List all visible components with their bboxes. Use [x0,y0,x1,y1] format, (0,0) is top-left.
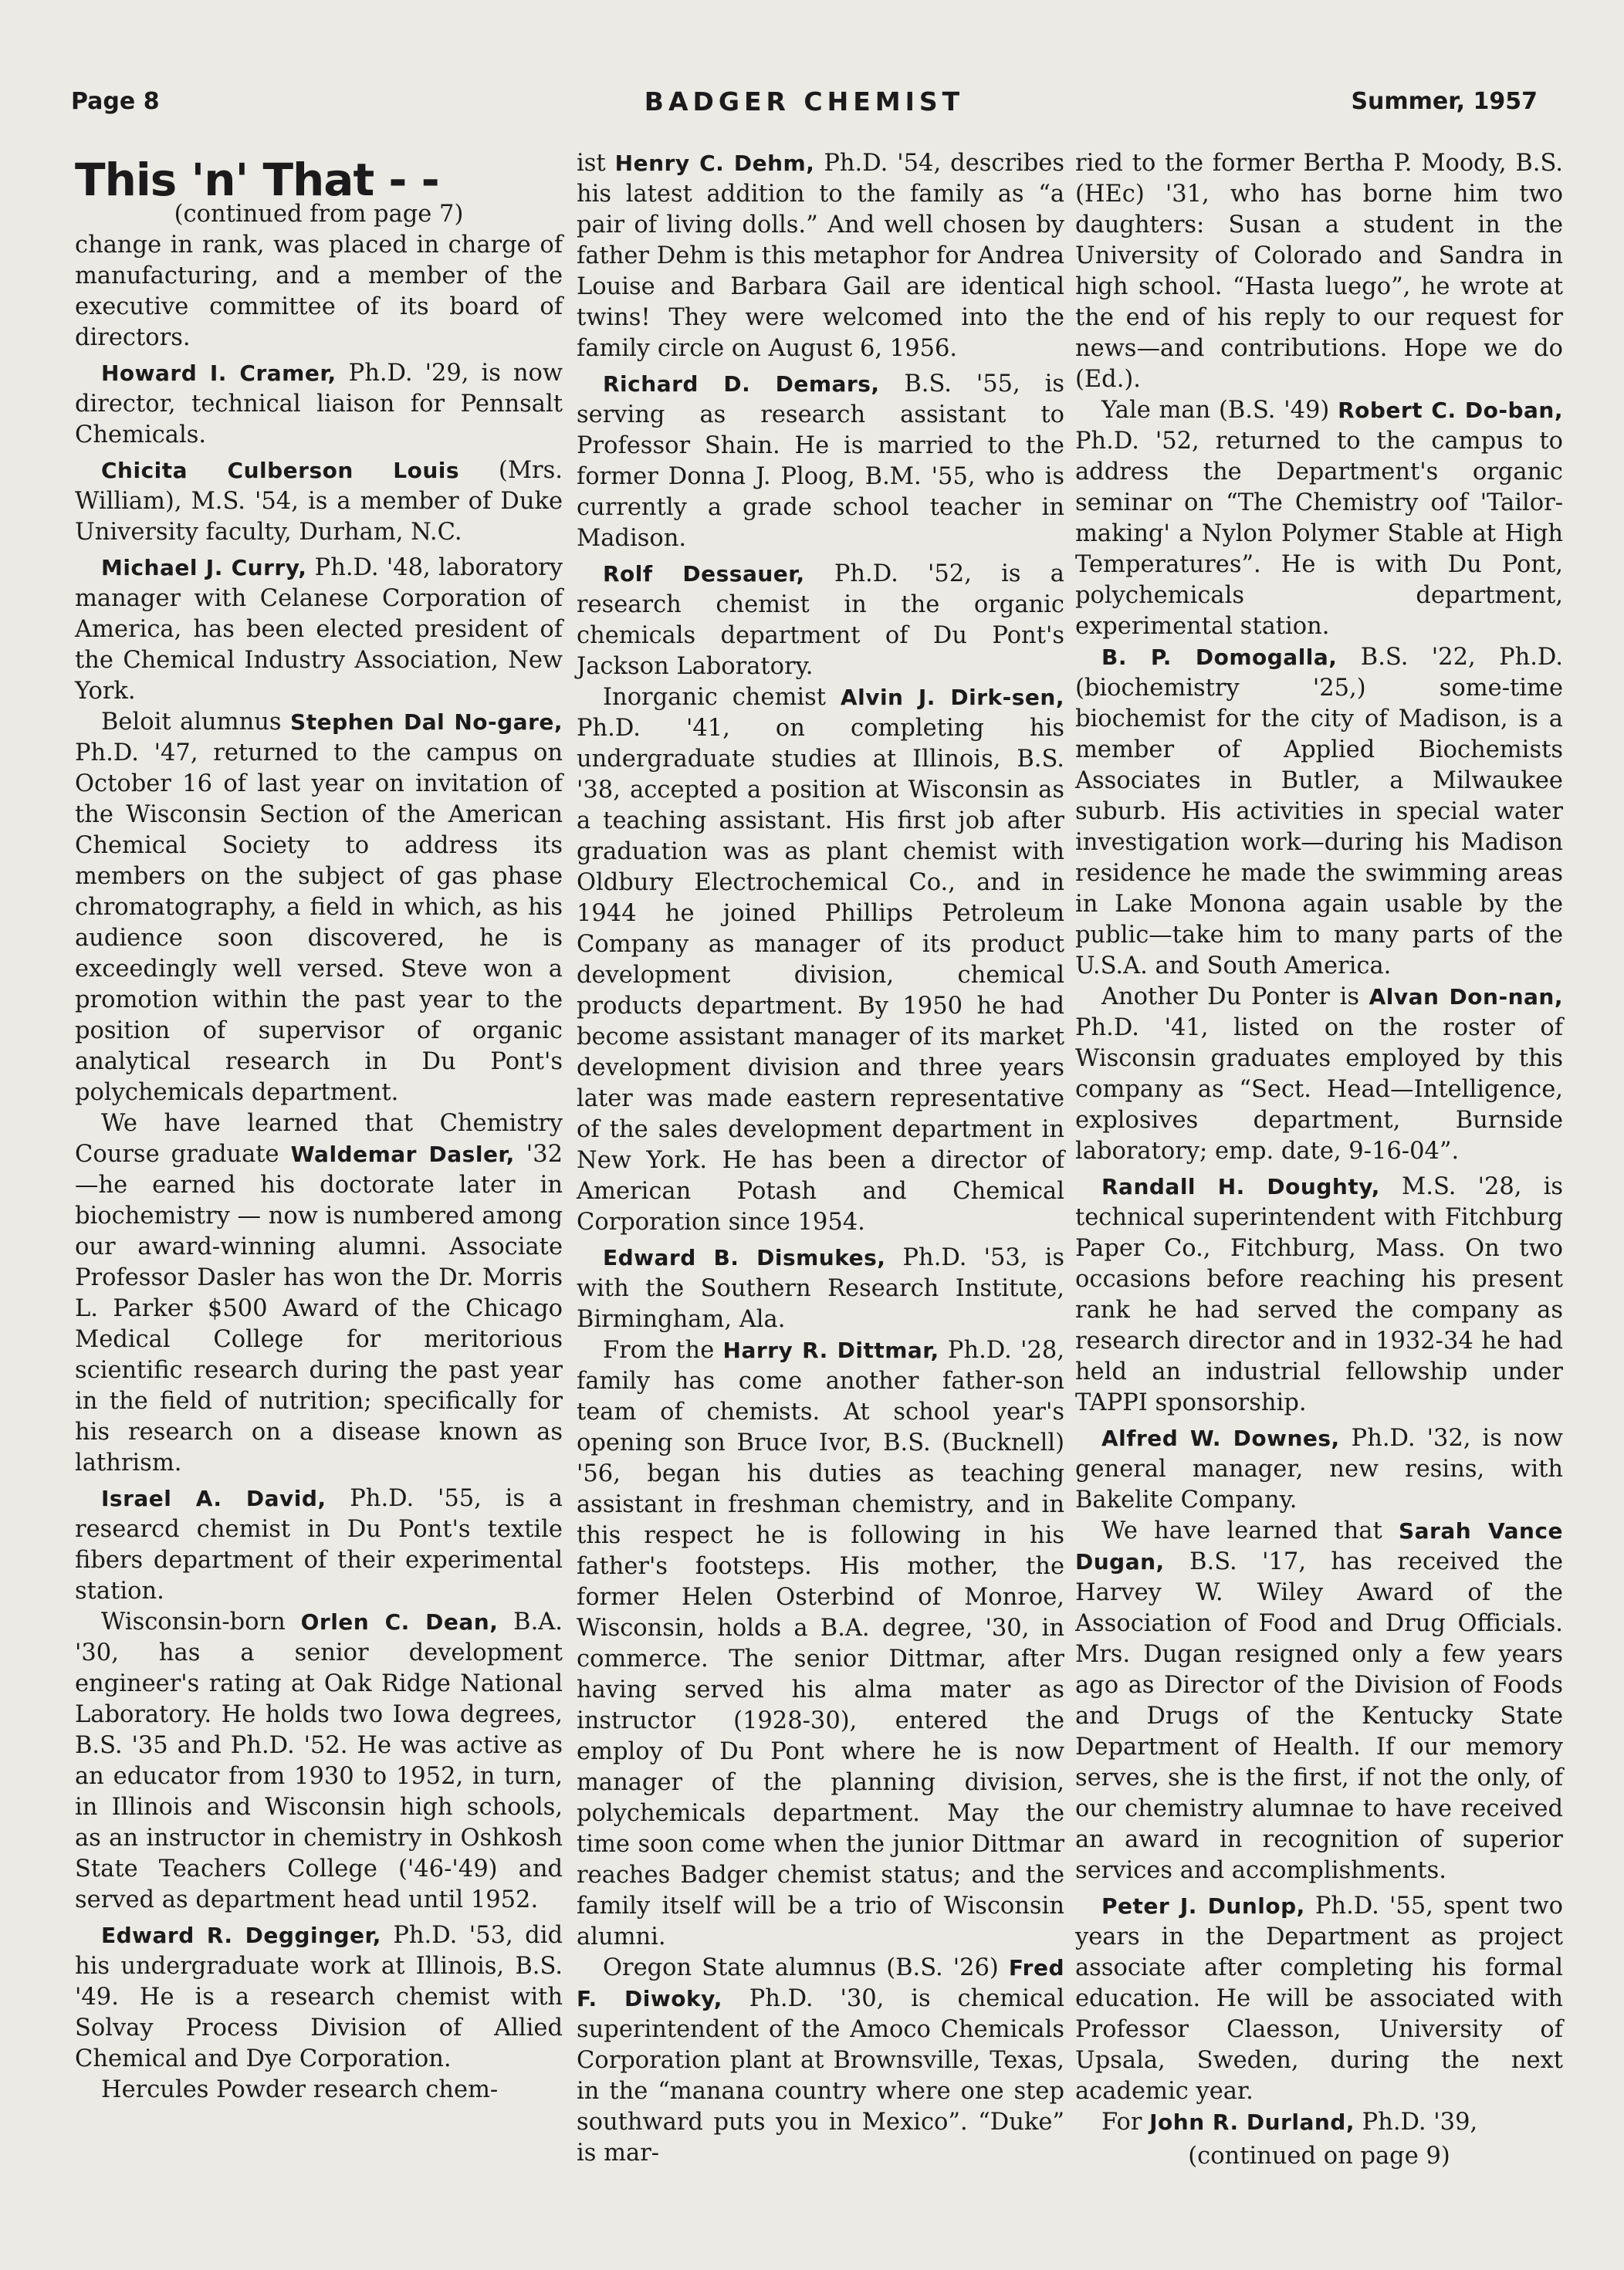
paragraph-diwoky: Oregon State alumnus (B.S. '26) Fred F. Diwoky, Ph.D. '30, is chemical superintendent of the Amoco Chemicals Corporation plant at Brownsville, Texas, in the “manana country where one step southward puts you in Mexico”. “Duke” is mar- [577,1954,1064,2167]
paragraph: change in rank, was placed in charge of manufacturing, and a member of the executive committee of its board of directors. [75,232,563,351]
paragraph-dismukes: Edward B. Dismukes, Ph.D. '53, is with the Southern Research Institute, Birmingham, Ala. [577,1244,1064,1333]
paragraph-dessauer: Rolf Dessauer, Ph.D. '52, is a research chemist in the organic chemicals department of Du Pont's Jackson Laboratory. [577,560,1064,680]
name-demars: Richard D. Demars, [603,371,880,397]
name-degginger: Edward R. Degginger, [101,1923,381,1948]
paragraph: ried to the former Bertha P. Moody, B.S. (HEc) '31, who has borne him two daughters: Susan a student in the University of Colorado and Sandra in high school. “Hasta luego”, he wrote at the end of his reply to our request for news—and contributions. Hope we do (Ed.). [1075,150,1563,393]
name-louis: Chicita Culberson Louis [101,458,460,483]
paragraph-downes: Alfred W. Downes, Ph.D. '32, is now general manager, new resins, with Bakelite Company. [1075,1425,1563,1514]
name-dessauer: Rolf Dessauer, [603,561,805,587]
continued-on: (continued on page 9) [1188,2143,1450,2170]
name-dittmar: Harry R. Dittmar, [722,1338,939,1363]
paragraph-domogalla: B. P. Domogalla, B.S. '22, Ph.D. (biochemistry '25,) some-time biochemist for the city of Madison, is a member of Applied Biochemists Associates in Butler, a Milwaukee suburb. His activities in special water investigation work—during his Madison residence he made the swimming areas in Lake Monona again usable by the public—take him to many parts of the U.S.A. and South America. [1075,644,1563,979]
section-title: This 'n' That - - [75,154,439,206]
column-2 [577,148,1064,2169]
paragraph-dunlop: Peter J. Dunlop, Ph.D. '55, spent two years in the Department as project associate after completing his formal education. He will be associated with Professor Claesson, University of Upsala, Sweden, during the next academic year. [1075,1893,1563,2105]
issue-date: Summer, 1957 [1351,88,1538,115]
name-dirksen: Alvin J. Dirk-sen, [840,685,1064,710]
column-3 [1075,148,1563,2172]
name-dismukes: Edward B. Dismukes, [603,1245,886,1270]
paragraph-louis: Chicita Culberson Louis (Mrs. William), M.S. '54, is a member of Duke University faculty, Durham, N.C. [75,457,563,546]
paragraph-curry: Michael J. Curry, Ph.D. '48, laboratory manager with Celanese Corporation of America, has been elected president of the Chemical Industry Association, New York. [75,554,563,705]
name-dunlop: Peter J. Dunlop, [1101,1893,1305,1919]
name-david: Israel A. David, [101,1486,326,1511]
paragraph-degginger: Edward R. Degginger, Ph.D. '53, did his undergraduate work at Illinois, B.S. '49. He is a research chemist with Solvay Process Division of Allied Chemical and Dye Corporation. [75,1922,563,2072]
name-doban: Robert C. Do-ban, [1338,398,1563,423]
name-nogare: Stephen Dal No-gare, [290,709,563,735]
name-domogalla: B. P. Domogalla, [1101,644,1338,670]
paragraph-hercules: Hercules Powder research chem- [101,2076,499,2103]
masthead: BADGER CHEMIST [644,86,965,117]
name-donnan: Alvan Don-nan, [1369,984,1563,1010]
column-1 [75,154,563,2106]
name-cramer: Howard I. Cramer, [101,360,337,386]
paragraph-dirksen: Inorganic chemist Alvin J. Dirk-sen, Ph.D. '41, on completing his undergraduate studies at Illinois, B.S. '38, accepted a position at Wisconsin as a teaching assistant. His first job after graduation was as plant chemist with Oldbury Electrochemical Co., and in 1944 he joined Phillips Petroleum Company as manager of its product development division, chemical products department. By 1950 he had become assistant manager of its market development division and three years later was made eastern representative of the sales development department in New York. He has been a director of American Potash and Chemical Corporation since 1954. [577,684,1064,1236]
paragraph-doban: Yale man (B.S. '49) Robert C. Do-ban, Ph.D. '52, returned to the campus to address the Department's organic seminar on “The Chemistry oof 'Tailor-making' a Nylon Polymer Stable at High Temperatures”. He is with Du Pont, polychemicals department, experimental station. [1075,397,1563,640]
name-dehm: Henry C. Dehm, [614,151,815,176]
page-number: Page 8 [71,88,160,115]
name-diwoky: Fred F. Diwoky, [577,1955,1064,2011]
paragraph-dittmar: From the Harry R. Dittmar, Ph.D. '28, family has come another father-son team of chemists. At school year's opening son Bruce Ivor, B.S. (Bucknell) '56, began his duties as teaching assistant in freshman chemistry, and in this respect he is following in his father's footsteps. His mother, the former Helen Osterbind of Monroe, Wisconsin, holds a B.A. degree, '30, in commerce. The senior Dittmar, after having served his alma mater as instructor (1928-30), entered the employ of Du Pont where he is now manager of the planning division, polychemicals department. May the time soon come when the junior Dittmar reaches Badger chemist status; and the family itself will be a trio of Wisconsin alumni. [577,1337,1065,1950]
name-curry: Michael J. Curry, [101,555,307,580]
page-header [71,83,1538,123]
name-dean: Orlen C. Dean, [300,1609,499,1635]
paragraph-demars: Richard D. Demars, B.S. '55, is serving as research assistant to Professor Shain. He is married to the former Donna J. Ploog, B.M. '55, who is currently a grade school teacher in Madison. [577,370,1064,552]
paragraph-david: Israel A. David, Ph.D. '55, is a researcd chemist in Du Pont's textile fibers department of their experimental station. [75,1485,563,1605]
paragraph-doughty: Randall H. Doughty, M.S. '28, is technical superintendent with Fitchburg Paper Co., Fitchburg, Mass. On two occasions before reaching his present rank he had served the company as research director and in 1932-34 he had held an industrial fellowship under TAPPI sponsorship. [1075,1173,1563,1416]
name-durland: John R. Durland, [1149,2109,1355,2135]
name-downes: Alfred W. Downes, [1101,1426,1340,1451]
name-doughty: Randall H. Doughty, [1101,1174,1380,1199]
paragraph-donnan: Another Du Ponter is Alvan Don-nan, Ph.D. '41, listed on the roster of Wisconsin graduates employed by this company as “Sect. Head—Intelligence, explosives department, Burnside laboratory; emp. date, 9-16-04”. [1075,983,1563,1165]
paragraph-cramer: Howard I. Cramer, Ph.D. '29, is now director, technical liaison for Pennsalt Chemicals. [75,360,563,448]
paragraph-durland: For John R. Durland, Ph.D. '39, [1101,2109,1478,2136]
paragraph-dean: Wisconsin-born Orlen C. Dean, B.A. '30, has a senior development engineer's rating at Oak Ridge National Laboratory. He holds two Iowa degrees, B.S. '35 and Ph.D. '52. He was active as an educator from 1930 to 1952, in turn, in Illinois and Wisconsin high schools, as an instructor in chemistry in Oshkosh State Teachers College ('46-'49) and served as department head until 1952. [75,1609,563,1913]
name-dasler: Waldemar Dasler, [290,1142,515,1167]
paragraph-dehm: ist Henry C. Dehm, Ph.D. '54, describes his latest addition to the family as “a pair of living dolls.” And well chosen by father Dehm is this metaphor for Andrea Louise and Barbara Gail are identical twins! They were welcomed into the family circle on August 6, 1956. [577,150,1065,362]
continued-from: (continued from page 7) [174,201,464,228]
paragraph-dugan: We have learned that Sarah Vance Dugan, B.S. '17, has received the Harvey W. Wiley Award of the Association of Food and Drug Officials. Mrs. Dugan resigned only a few years ago as Director of the Division of Foods and Drugs of the Kentucky State Department of Health. If our memory serves, she is the first, if not the only, of our chemistry alumnae to have received an award in recognition of superior services and accomplishments. [1075,1517,1563,1884]
paragraph-nogare: Beloit alumnus Stephen Dal No-gare, Ph.D. '47, returned to the campus on October 16 of last year on invitation of the Wisconsin Section of the American Chemical Society to address its members on the subject of gas phase chromatography, a field in which, as his audience soon discovered, he is exceedingly well versed. Steve won a promotion within the past year to the position of supervisor of organic analytical research in Du Pont's polychemicals department. [75,709,563,1106]
name-dugan: Sarah Vance Dugan, [1075,1518,1563,1575]
paragraph-dasler: We have learned that Chemistry Course graduate Waldemar Dasler, '32—he earned his doctorate later in biochemistry — now is numbered among our award-winning alumni. Associate Professor Dasler has won the Dr. Morris L. Parker $500 Award of the Chicago Medical College for meritorious scientific research during the past year in the field of nutrition; specifically for his research on a disease known as lathrism. [75,1110,563,1477]
